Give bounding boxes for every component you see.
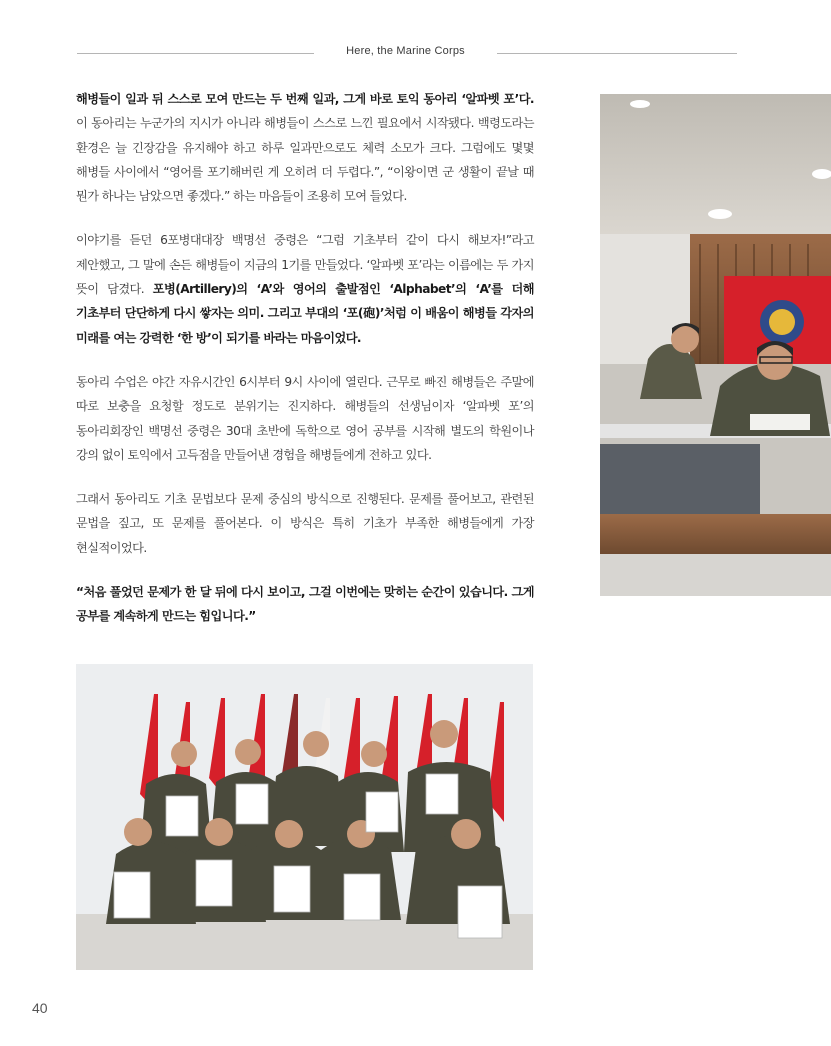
paragraph-2-text: 이야기를 듣던 6포병대대장 백명선 중령은 “그럼 기초부터 같이 다시 해보자!”라고 제안했고, 그 말에 손든 해병들이 지금의 1기를 만들었다. ‘알파벳 포’라는 이름에는 두 가지 뜻이 담겼다. [76,233,534,297]
paragraph-1 [76,87,534,208]
paragraph-2-emphasis: 포병(Artillery)의 ‘A’와 영어의 출발점인 ‘Alphabet’의 ‘A’를 더해 기초부터 단단하게 다시 쌓자는 의미. 그리고 부대의 ‘포(砲)’처럼 이 배움이 해병들 각자의 미래를 여는 강력한 ‘한 방’이 되기를 바라는 마음이었다. [76,282,534,345]
pull-quote: “처음 풀었던 문제가 한 달 뒤에 다시 보이고, 그걸 이번에는 맞히는 순간이 있습니다. 그게 공부를 계속하게 만드는 힘입니다.” [76,585,534,624]
paragraph-3: 동아리 수업은 야간 자유시간인 6시부터 9시 사이에 열린다. 근무로 빠진 해병들은 주말에 따로 보충을 요청할 정도로 분위기는 진지하다. 해병들의 선생님이자 ‘알파벳 포’의 동아리회장인 백명선 중령은 30대 초반에 독학으로 영어 공부를 시작해 별도의 학원이나 강의 없이 토익에서 고득점을 만들어낸 경험을 해병들에게 전하고 있다. [76,374,534,462]
paragraph-1-text: 이 동아리는 누군가의 지시가 아니라 해병들이 스스로 느낀 필요에서 시작됐다. 백령도라는 환경은 늘 긴장감을 유지해야 하고 하루 일과만으로도 체력 소모가 크다. 그럼에도 몇몇 해병들 사이에서 “영어를 포기해버린 게 오히려 더 두렵다.”, “이왕이면 군 생활이 끝날 때 뭔가 하나는 남았으면 좋겠다.” 하는 마음들이 조용히 모여 들었다. [76,116,534,204]
paragraph-4: 그래서 동아리도 기초 문법보다 문제 중심의 방식으로 진행된다. 문제를 풀어보고, 관련된 문법을 짚고, 또 문제를 풀어본다. 이 방식은 특히 기초가 부족한 해병들에게 가장 현실적이었다. [76,492,534,555]
classroom-photo [600,94,831,596]
article-body [76,87,534,649]
header-rule-right [497,53,737,54]
paragraph-1-lead: 해병들이 일과 뒤 스스로 모여 만드는 두 번째 일과, 그게 바로 토익 동아리 ‘알파벳 포’다. [76,92,534,106]
page-number: 40 [32,1000,48,1016]
running-title: Here, the Marine Corps [346,45,465,57]
paragraph-2 [76,228,534,349]
header-rule-left [77,53,314,54]
group-photo [76,664,533,970]
